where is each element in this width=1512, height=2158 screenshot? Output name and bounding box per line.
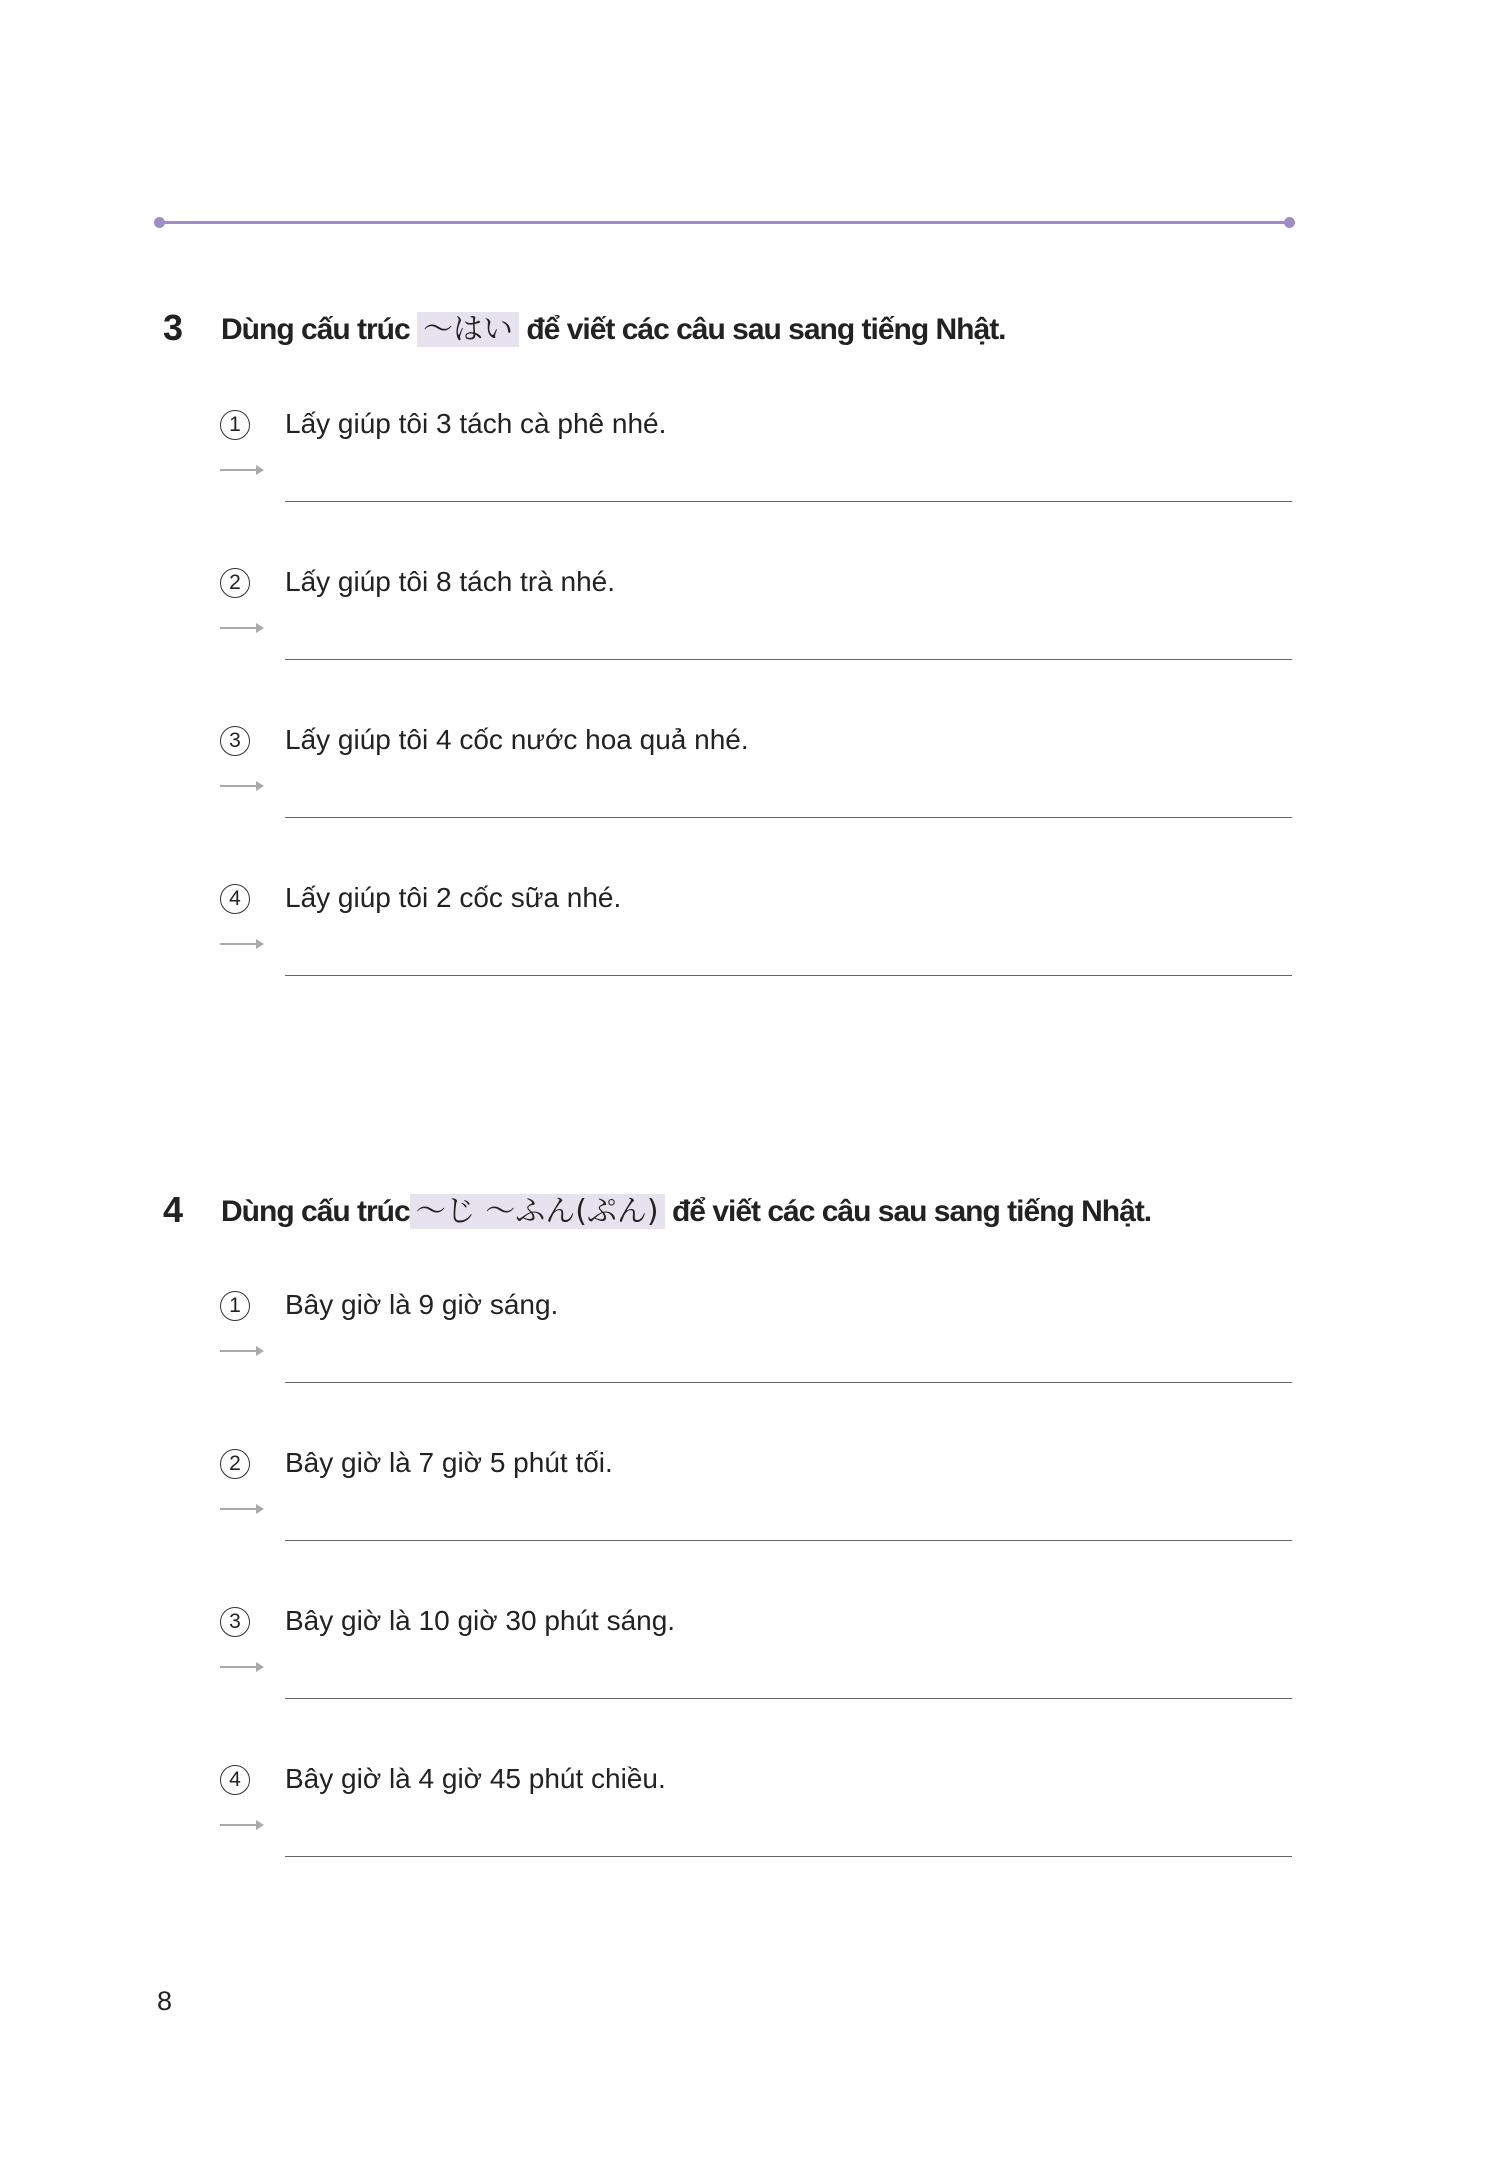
exercise-item	[0, 1291, 1512, 1411]
item-number-circle: 3	[220, 726, 250, 756]
answer-line[interactable]	[285, 659, 1292, 660]
answer-line[interactable]	[285, 975, 1292, 976]
item-number-circle: 3	[220, 1607, 250, 1637]
header-divider	[160, 221, 1295, 224]
arrow-icon	[220, 1819, 264, 1831]
item-prompt: Bây giờ là 9 giờ sáng.	[285, 1289, 559, 1320]
divider-dot-right	[1284, 217, 1295, 228]
item-number-circle: 1	[220, 410, 250, 440]
exercise-item	[0, 884, 1512, 1004]
answer-line[interactable]	[285, 817, 1292, 818]
arrow-icon	[220, 780, 264, 792]
exercise-item	[0, 568, 1512, 688]
item-number-circle: 4	[220, 1765, 250, 1795]
answer-line[interactable]	[285, 1698, 1292, 1699]
item-prompt: Bây giờ là 4 giờ 45 phút chiều.	[285, 1763, 666, 1794]
item-prompt: Lấy giúp tôi 8 tách trà nhé.	[285, 566, 615, 597]
answer-line[interactable]	[285, 1856, 1292, 1857]
instruction-text: để viết các câu sau sang tiếng Nhật.	[519, 313, 1006, 346]
item-number-circle: 4	[220, 884, 250, 914]
exercise-item	[0, 1765, 1512, 1885]
item-number-circle: 2	[220, 568, 250, 598]
arrow-icon	[220, 1345, 264, 1357]
arrow-icon	[220, 464, 264, 476]
item-prompt: Lấy giúp tôi 3 tách cà phê nhé.	[285, 408, 667, 439]
answer-line[interactable]	[285, 501, 1292, 502]
arrow-icon	[220, 1503, 264, 1515]
instruction-text: Dùng cấu trúc	[221, 1195, 410, 1228]
item-number-circle: 1	[220, 1291, 250, 1321]
item-prompt: Lấy giúp tôi 4 cốc nước hoa quả nhé.	[285, 724, 749, 755]
section-instruction	[221, 1194, 1151, 1230]
page-number: 8	[157, 1986, 173, 2016]
exercise-item	[0, 1607, 1512, 1727]
item-prompt: Bây giờ là 7 giờ 5 phút tối.	[285, 1447, 613, 1478]
arrow-icon	[220, 938, 264, 950]
answer-line[interactable]	[285, 1382, 1292, 1383]
section-number: 4	[163, 1189, 184, 1230]
item-prompt: Lấy giúp tôi 2 cốc sữa nhé.	[285, 882, 622, 913]
answer-line[interactable]	[285, 1540, 1292, 1541]
exercise-item	[0, 1449, 1512, 1569]
grammar-pattern-highlight: ～じ ～ふん(ぷん)	[410, 1194, 665, 1229]
exercise-item	[0, 410, 1512, 530]
divider-dot-left	[154, 217, 165, 228]
item-number-circle: 2	[220, 1449, 250, 1479]
exercise-item	[0, 726, 1512, 846]
arrow-icon	[220, 622, 264, 634]
item-prompt: Bây giờ là 10 giờ 30 phút sáng.	[285, 1605, 676, 1636]
instruction-text: Dùng cấu trúc	[221, 313, 418, 346]
arrow-icon	[220, 1661, 264, 1673]
section-number: 3	[163, 307, 184, 348]
instruction-text: để viết các câu sau sang tiếng Nhật.	[664, 1195, 1152, 1228]
grammar-pattern-highlight: ～はい	[417, 312, 519, 347]
section-instruction	[221, 312, 1006, 348]
